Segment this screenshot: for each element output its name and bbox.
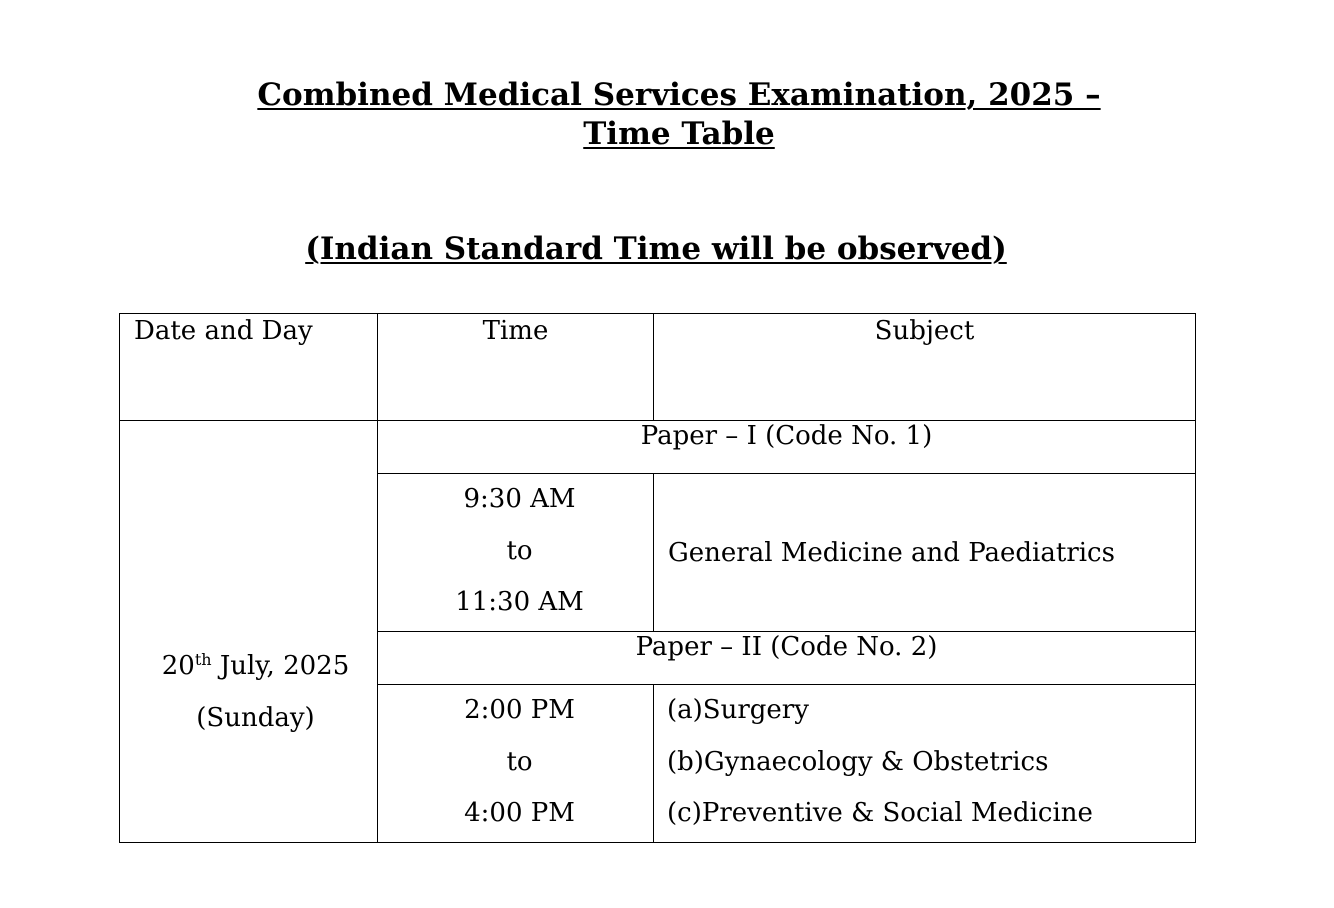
document-title — [0, 76, 1334, 154]
document-subtitle — [0, 230, 1312, 269]
paper-1-time-sep: to — [506, 535, 533, 566]
date-day-number: 20 — [161, 650, 195, 681]
title-line-1: Combined Medical Services Examination, 2025 – — [257, 77, 1101, 113]
paper-1-time — [378, 474, 654, 632]
paper-2-subject-c: (c)Preventive & Social Medicine — [667, 798, 1093, 828]
subtitle-text: (Indian Standard Time will be observed) — [305, 231, 1007, 267]
paper-2-subject-b: (b)Gynaecology & Obstetrics — [667, 746, 1049, 777]
paper-1-label: Paper – I (Code No. 1) — [378, 421, 1196, 474]
paper-2-time-end: 4:00 PM — [464, 798, 575, 828]
paper-1-subject: General Medicine and Paediatrics — [654, 474, 1196, 632]
date-month-year: July, 2025 — [211, 650, 350, 681]
exam-date-cell — [120, 421, 378, 843]
paper-2-time-sep: to — [506, 746, 533, 777]
paper-2-subject-a: (a)Surgery — [667, 695, 809, 725]
paper-1-time-end: 11:30 AM — [455, 587, 584, 617]
header-time: Time — [378, 314, 654, 421]
paper-1-time-start: 9:30 AM — [463, 484, 576, 514]
paper-2-time — [378, 685, 654, 843]
title-line-2: Time Table — [583, 116, 775, 152]
time-table — [119, 313, 1196, 843]
header-date-and-day: Date and Day — [120, 314, 378, 421]
date-weekday: (Sunday) — [196, 702, 315, 733]
header-subject: Subject — [654, 314, 1196, 421]
table-header-row — [120, 314, 1196, 421]
date-day-suffix: th — [194, 649, 212, 669]
paper-2-subjects — [654, 685, 1196, 843]
paper-1-label-row — [120, 421, 1196, 474]
paper-2-label: Paper – II (Code No. 2) — [378, 632, 1196, 685]
paper-2-time-start: 2:00 PM — [464, 695, 575, 725]
